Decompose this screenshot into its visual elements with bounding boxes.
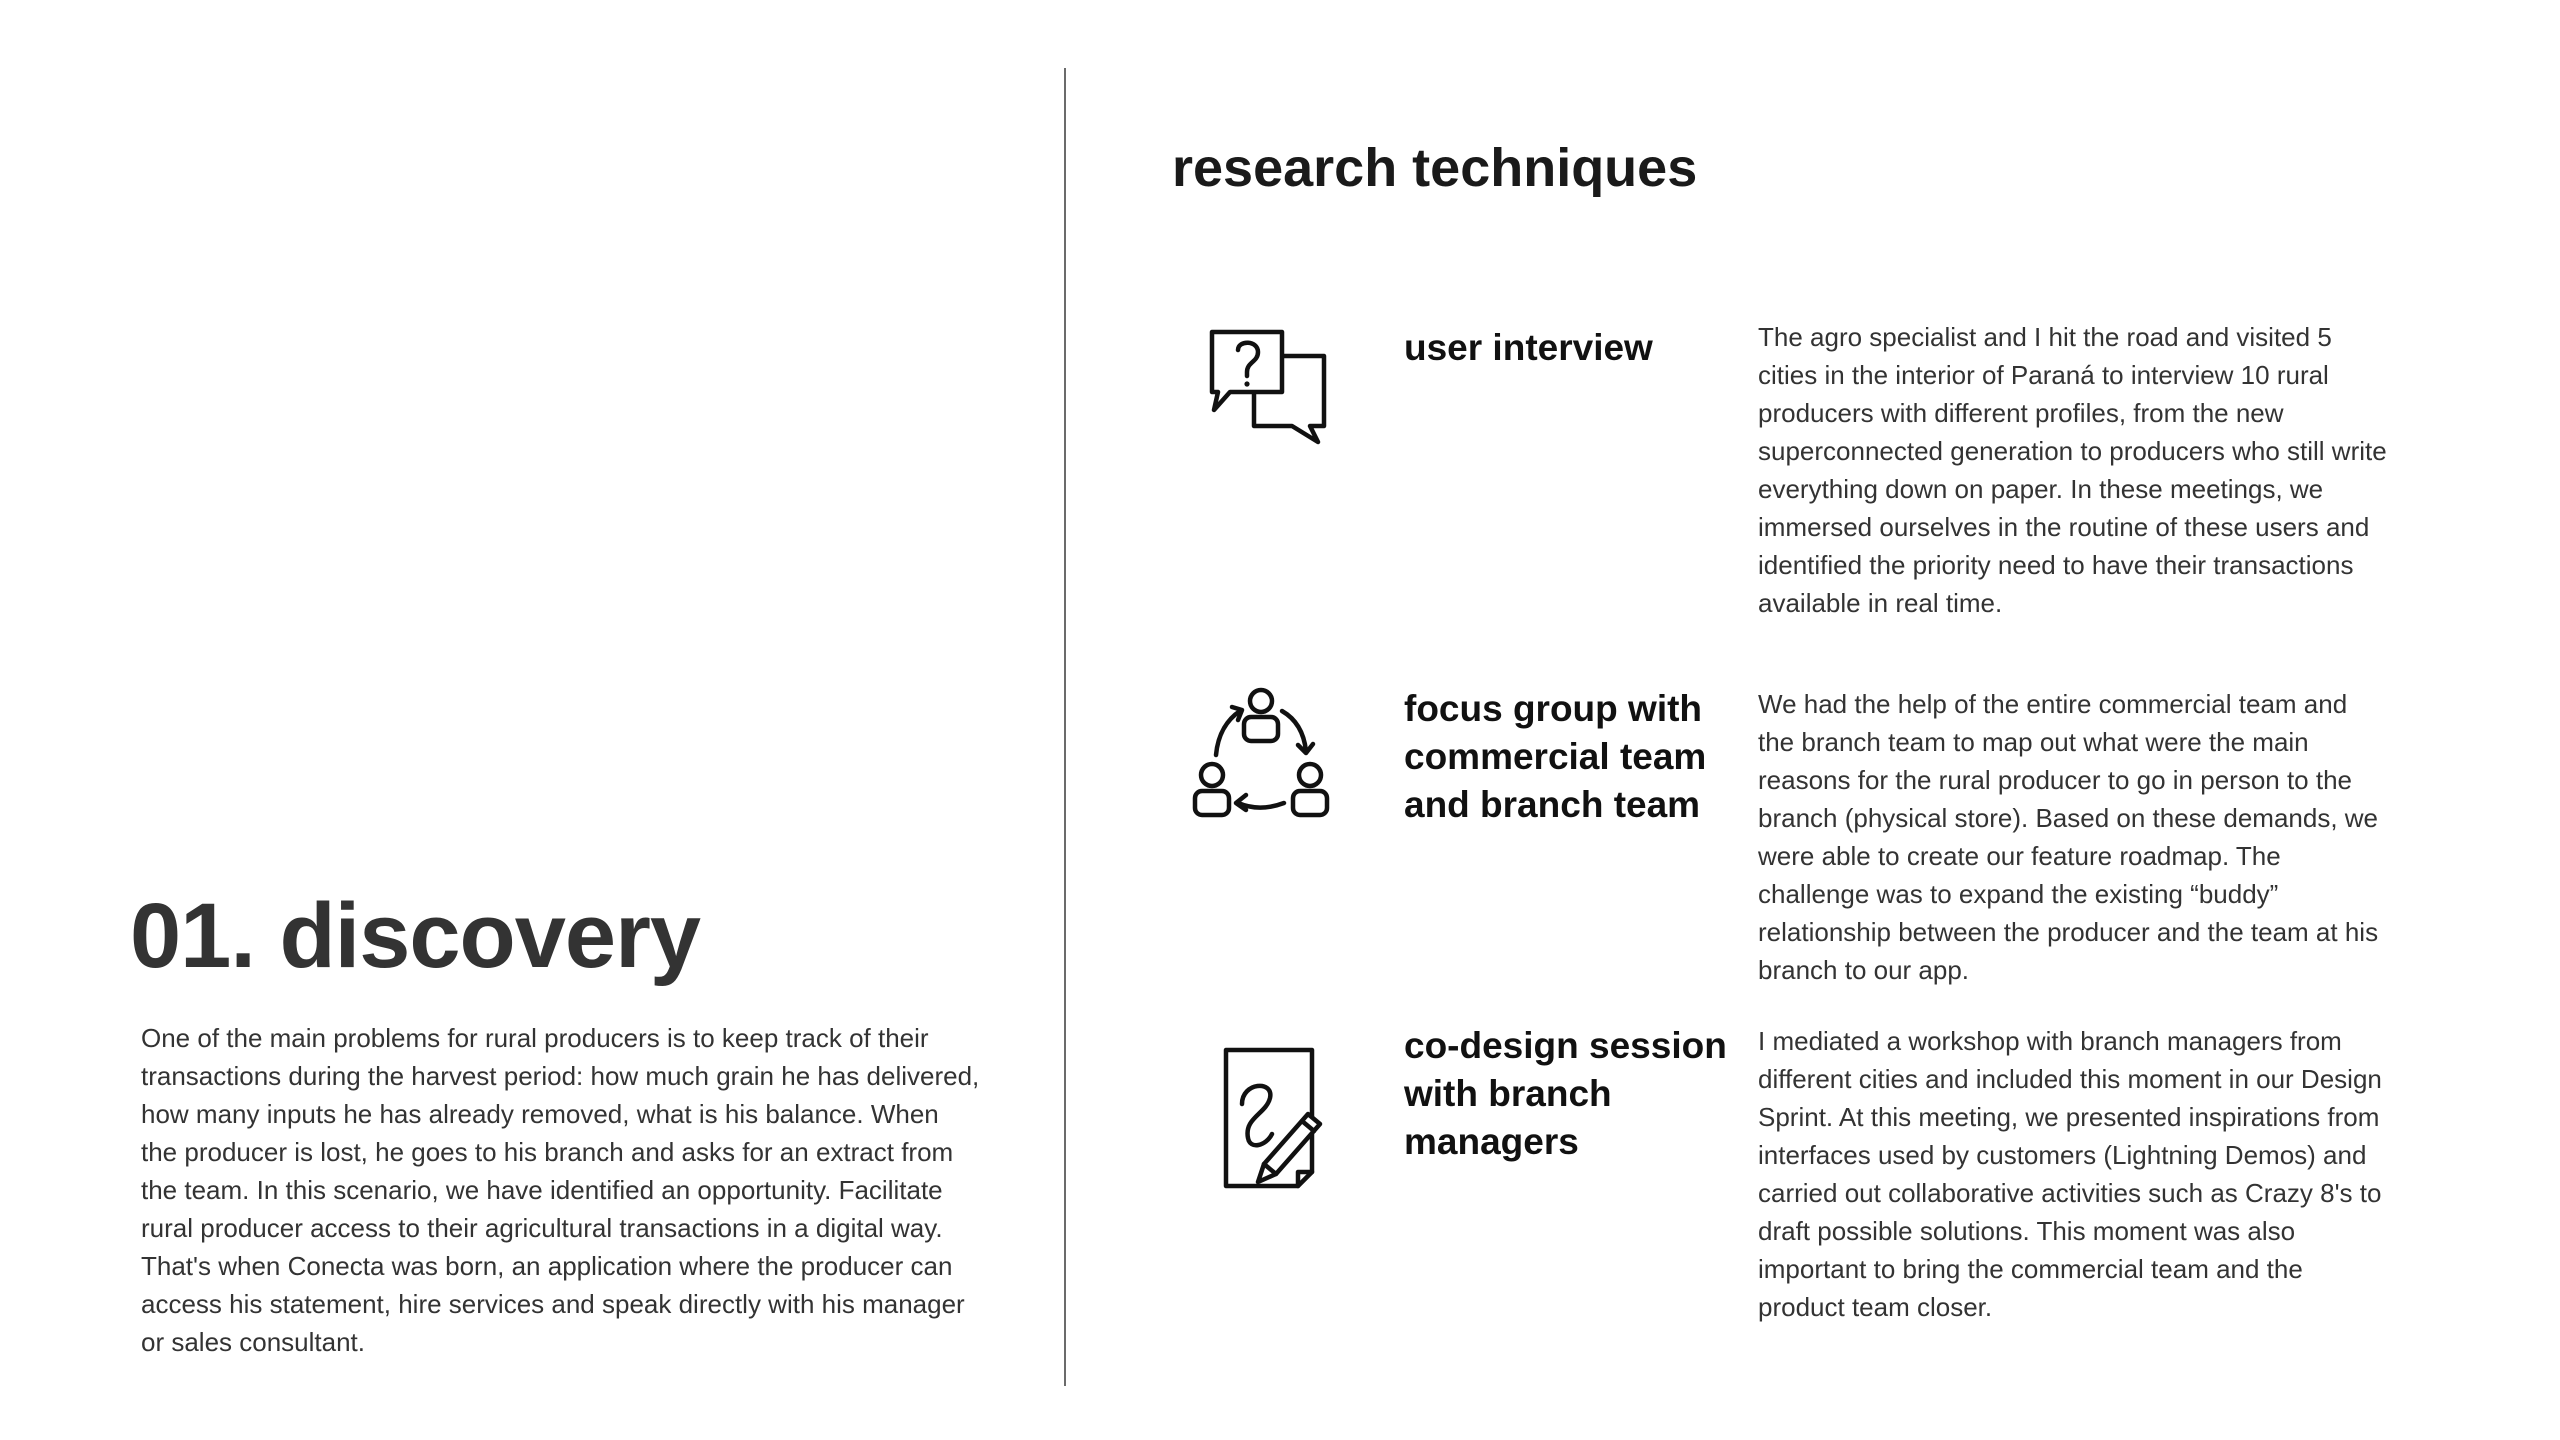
chat-question-icon — [1186, 318, 1336, 468]
document-pencil-icon — [1186, 1042, 1336, 1192]
vertical-divider — [1064, 68, 1066, 1386]
research-title: research techniques — [1172, 138, 1698, 198]
technique-description: We had the help of the entire commercial team and the branch team to map out what were the main reasons for the rural producer to go in person to the branch (physical store). Based on these demands, we were able to create our feature roadmap. The challenge was to expand the existing “buddy” relationship between the producer and the team at his branch to our app. — [1758, 689, 2379, 985]
technique-focus-group — [1170, 685, 2480, 1005]
technique-name: user interview — [1404, 327, 1653, 368]
section-body: One of the main problems for rural producers is to keep track of their transactions during the harvest period: how much grain he has delivered, how many inputs he has already removed, what is his balance. When the producer is lost, he goes to his branch and asks for an extract from the team. In this scenario, we have identified an opportunity. Facilitate rural producer access to their agricultural transactions in a digital way. That's when Conecta was born, an application where the producer can access his statement, hire services and speak directly with his manager or sales consultant. — [141, 1023, 980, 1357]
group-cycle-icon — [1186, 683, 1336, 833]
technique-description: The agro specialist and I hit the road and visited 5 cities in the interior of Paraná to interview 10 rural producers with different profiles, from the new superconnected generation to producers who still write everything down on paper. In these meetings, we immersed ourselves in the routine of these users and identified the priority need to have their transactions available in real time. — [1758, 322, 2387, 618]
technique-name: focus group with commercial team and branch team — [1404, 688, 1707, 825]
section-heading: 01. discovery — [130, 885, 701, 987]
technique-user-interview — [1170, 318, 2480, 638]
technique-co-design — [1170, 1022, 2480, 1342]
technique-description: I mediated a workshop with branch managers from different cities and included this moment in our Design Sprint. At this meeting, we presented inspirations from interfaces used by customers (Lightning Demos) and carried out collaborative activities such as Crazy 8's to draft possible solutions. This moment was also important to bring the commercial team and the product team closer. — [1758, 1026, 2382, 1322]
technique-name: co-design session with branch managers — [1404, 1025, 1727, 1162]
